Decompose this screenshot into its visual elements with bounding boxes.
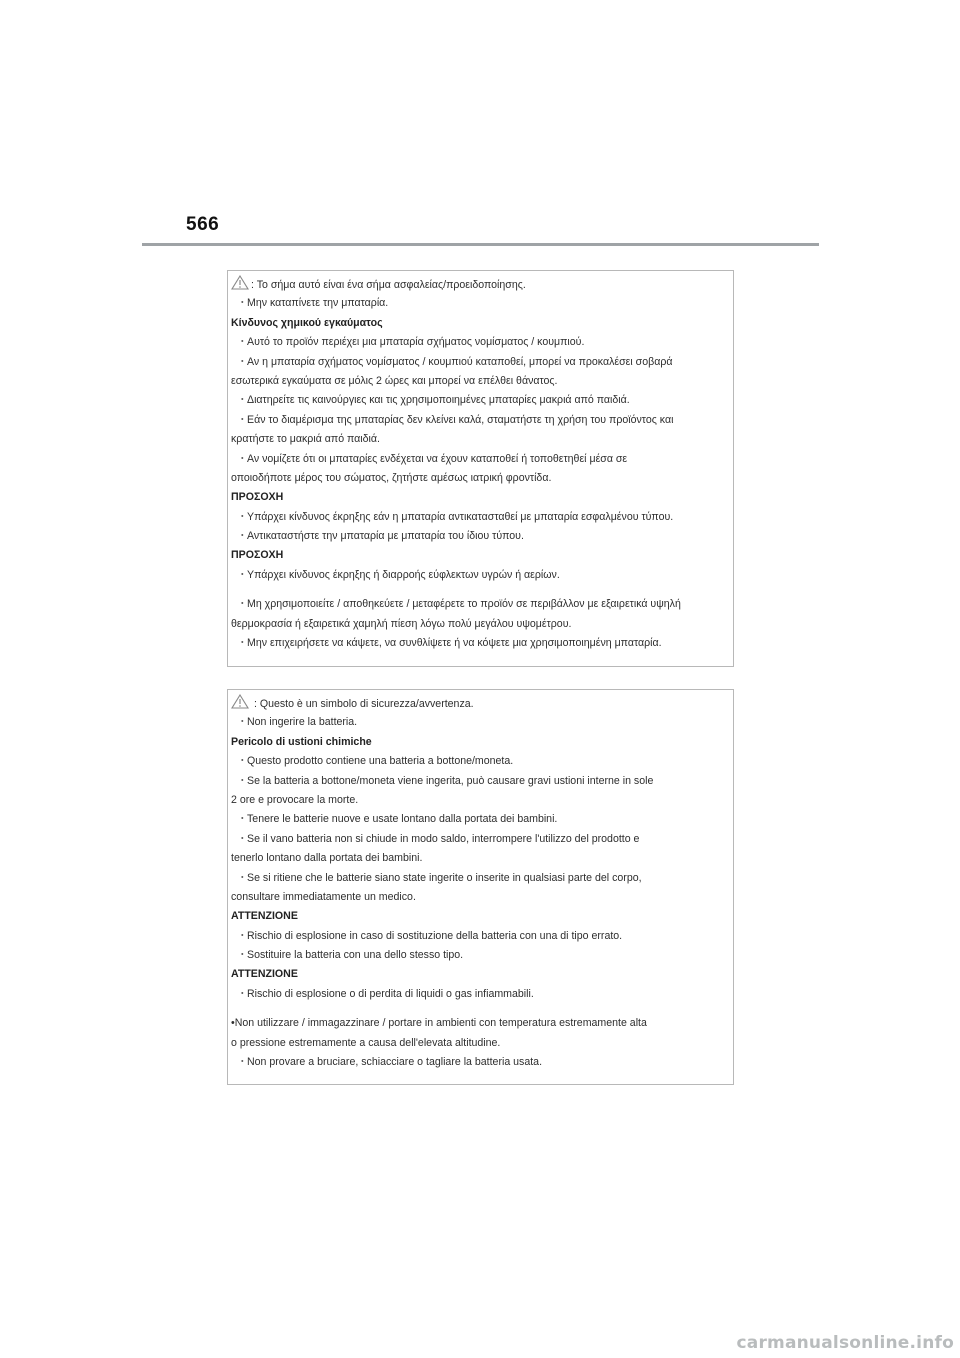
- text-line: [231, 275, 733, 294]
- line-text: Αυτό το προϊόν περιέχει μια μπαταρία σχήματος νομίσματος / κουμπιού.: [247, 336, 585, 349]
- text-line: [231, 791, 733, 810]
- line-text: tenerlo lontano dalla portata dei bambini.: [231, 852, 423, 865]
- text-line: [231, 1034, 733, 1053]
- section-heading: [231, 907, 733, 926]
- spacer: [231, 585, 733, 595]
- bullet: ・: [237, 987, 248, 1000]
- text-line: [231, 294, 733, 313]
- bullet: ・: [237, 452, 248, 465]
- bullet: ・: [237, 336, 248, 349]
- header-rule: [142, 243, 819, 246]
- line-text: Αν νομίζετε ότι οι μπαταρίες ενδέχεται να έχουν καταποθεί ή τοποθετηθεί μέσα σε: [247, 452, 628, 465]
- text-line: [231, 927, 733, 946]
- spacer: [231, 1004, 733, 1014]
- line-text: ΠΡΟΣΟΧΗ: [231, 549, 284, 562]
- bullet: ・: [237, 949, 248, 962]
- line-text: : Το σήμα αυτό είναι ένα σήμα ασφαλείας/προειδοποίησης.: [251, 279, 526, 291]
- bullet: ・: [237, 510, 248, 523]
- line-text: Εάν το διαμέρισμα της μπαταρίας δεν κλείνει καλά, σταματήστε τη χρήση του προϊόντος και: [247, 413, 674, 426]
- bullet: ・: [237, 716, 248, 729]
- text-line: [231, 713, 733, 732]
- line-text: ΠΡΟΣΟΧΗ: [231, 491, 284, 504]
- italian-warning-text: [228, 690, 733, 1072]
- line-text: κρατήστε το μακριά από παιδιά.: [231, 433, 380, 446]
- text-line: [231, 508, 733, 527]
- text-line: [231, 830, 733, 849]
- text-line: [231, 430, 733, 449]
- line-text: ATTENZIONE: [231, 968, 298, 981]
- text-line: [231, 1014, 733, 1033]
- section-heading: [231, 733, 733, 752]
- line-text: Sostituire la batteria con una dello stesso tipo.: [247, 949, 464, 962]
- line-text: : Questo è un simbolo di sicurezza/avvertenza.: [251, 698, 474, 710]
- text-line: [231, 772, 733, 791]
- text-line: [231, 694, 733, 713]
- bullet: ・: [237, 929, 248, 942]
- line-text: consultare immediatamente un medico.: [231, 890, 416, 903]
- text-line: [231, 333, 733, 352]
- line-text: θερμοκρασία ή εξαιρετικά χαμηλή πίεση λόγω πολύ μεγάλου υψομέτρου.: [231, 617, 572, 630]
- line-text: οποιοδήποτε μέρος του σώματος, ζητήστε αμέσως ιατρική φροντίδα.: [231, 471, 552, 484]
- bullet: ・: [237, 813, 248, 826]
- line-text: Non ingerire la batteria.: [247, 716, 358, 729]
- text-line: [231, 469, 733, 488]
- text-line: [231, 527, 733, 546]
- text-line: [231, 411, 733, 430]
- line-text: Υπάρχει κίνδυνος έκρηξης εάν η μπαταρία αντικατασταθεί με μπαταρία εσφαλμένου τύπου.: [247, 510, 674, 523]
- text-line: [231, 353, 733, 372]
- text-line: [231, 391, 733, 410]
- line-text: Questo prodotto contiene una batteria a bottone/moneta.: [247, 755, 514, 768]
- page-number: 566: [186, 214, 220, 235]
- line-text: Υπάρχει κίνδυνος έκρηξης ή διαρροής εύφλεκτων υγρών ή αερίων.: [247, 568, 560, 581]
- line-text: εσωτερικά εγκαύματα σε μόλις 2 ώρες και μπορεί να επέλθει θάνατος.: [231, 374, 558, 387]
- greek-warning-box: [227, 270, 734, 667]
- line-text: Non provare a bruciare, schiacciare o tagliare la batteria usata.: [247, 1056, 543, 1069]
- line-text: Tenere le batterie nuove e usate lontano dalla portata dei bambini.: [247, 813, 558, 826]
- text-line: [231, 946, 733, 965]
- watermark: carmanualsonline.info: [736, 1333, 954, 1353]
- bullet: ・: [237, 530, 248, 543]
- bullet: ・: [237, 568, 248, 581]
- line-text: Pericolo di ustioni chimiche: [231, 735, 372, 748]
- bullet: ・: [237, 1056, 248, 1069]
- line-text: Μην επιχειρήσετε να κάψετε, να συνθλίψετε ή να κόψετε μια χρησιμοποιημένη μπαταρία.: [247, 637, 662, 650]
- section-heading: [231, 546, 733, 565]
- bullet: ・: [237, 355, 248, 368]
- text-line: [231, 849, 733, 868]
- text-line: [231, 1053, 733, 1072]
- section-heading: [231, 314, 733, 333]
- line-text: Μη χρησιμοποιείτε / αποθηκεύετε / μεταφέρετε το προϊόν σε περιβάλλον με εξαιρετικά υψηλή: [247, 598, 681, 611]
- warning-triangle-icon: [231, 694, 249, 709]
- greek-warning-text: [228, 271, 733, 653]
- line-text: 2 ore e provocare la morte.: [231, 793, 359, 806]
- text-line: [231, 615, 733, 634]
- bullet: ・: [237, 297, 248, 310]
- line-text: Μην καταπίνετε την μπαταρία.: [247, 297, 389, 310]
- bullet: ・: [237, 598, 248, 611]
- bullet: ・: [237, 774, 248, 787]
- line-text: ATTENZIONE: [231, 910, 298, 923]
- text-line: [231, 634, 733, 653]
- section-heading: [231, 488, 733, 507]
- text-line: [231, 372, 733, 391]
- section-heading: [231, 965, 733, 984]
- bullet: ・: [237, 871, 248, 884]
- text-line: [231, 985, 733, 1004]
- text-line: [231, 566, 733, 585]
- text-line: [231, 869, 733, 888]
- line-text: Se il vano batteria non si chiude in modo saldo, interrompere l'utilizzo del prodotto e: [247, 832, 640, 845]
- bullet: ・: [237, 637, 248, 650]
- line-text: •Non utilizzare / immagazzinare / portare in ambienti con temperatura estremamente alta: [231, 1017, 647, 1030]
- bullet: ・: [237, 832, 248, 845]
- line-text: Se si ritiene che le batterie siano state ingerite o inserite in qualsiasi parte del corpo,: [247, 871, 642, 884]
- bullet: ・: [237, 394, 248, 407]
- text-line: [231, 752, 733, 771]
- line-text: Αντικαταστήστε την μπαταρία με μπαταρία του ίδιου τύπου.: [247, 530, 524, 543]
- line-text: Rischio di esplosione o di perdita di liquidi o gas infiammabili.: [247, 987, 534, 1000]
- line-text: Κίνδυνος χημικού εγκαύματος: [231, 316, 383, 329]
- line-text: Διατηρείτε τις καινούργιες και τις χρησιμοποιημένες μπαταρίες μακριά από παιδιά.: [247, 394, 630, 407]
- text-line: [231, 888, 733, 907]
- line-text: o pressione estremamente a causa dell'elevata altitudine.: [231, 1036, 501, 1049]
- bullet: ・: [237, 755, 248, 768]
- text-line: [231, 595, 733, 614]
- line-text: Αν η μπαταρία σχήματος νομίσματος / κουμπιού καταποθεί, μπορεί να προκαλέσει σοβαρά: [247, 355, 673, 368]
- text-line: [231, 810, 733, 829]
- bullet: ・: [237, 413, 248, 426]
- line-text: Rischio di esplosione in caso di sostituzione della batteria con una di tipo errato.: [247, 929, 623, 942]
- text-line: [231, 450, 733, 469]
- warning-triangle-icon: [231, 275, 249, 290]
- line-text: Se la batteria a bottone/moneta viene ingerita, può causare gravi ustioni interne in sole: [247, 774, 654, 787]
- italian-warning-box: [227, 689, 734, 1085]
